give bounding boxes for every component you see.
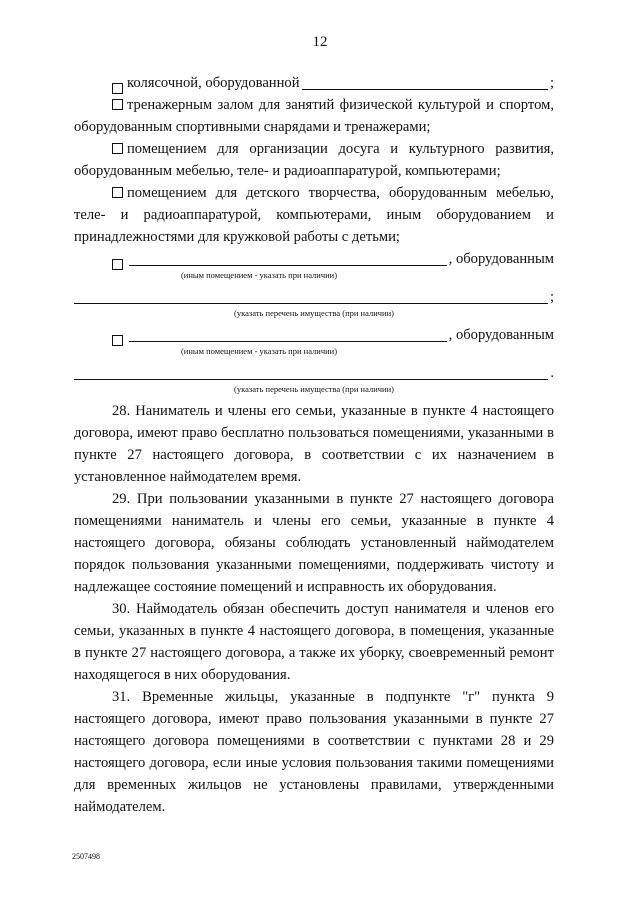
checkbox-other-room-2[interactable]	[112, 335, 123, 346]
page-number: 12	[312, 34, 328, 50]
item-leisure-room	[74, 138, 554, 182]
item-wheelchair-room-label: колясочной, оборудованной	[127, 75, 300, 91]
fill-in-line[interactable]	[302, 73, 548, 90]
paragraph-29: 29. При пользовании указанными в пункте 27 настоящего договора помещениями наниматель и члены его семьи, указанные в пункте 4 настоящего договора, обязаны соблюдать установленный наймодателем порядок пользования указанными помещениями, поддерживать чистоту и надлежащее состояние помещений и исправность их оборудования.	[74, 491, 554, 595]
checkbox-kids-room[interactable]	[112, 187, 123, 198]
checkbox-other-room-1[interactable]	[112, 259, 123, 270]
item-gym-label: тренажерным залом для занятий физической культурой и спортом, оборудованным спортивными снарядами и тренажерами;	[74, 97, 554, 135]
item-leisure-room-label: помещением для организации досуга и культурного развития, оборудованным мебелью, теле- и радиоаппаратурой, компьютерами;	[74, 141, 554, 179]
checkbox-wheelchair-room[interactable]	[112, 83, 123, 94]
paragraph-30: 30. Наймодатель обязан обеспечить доступ нанимателя и членов его семьи, указанных в пункте 4 настоящего договора, в помещения, указанные в пункте 27 настоящего договора, а также их уборку, своевременный ремонт находящегося в них оборудования.	[74, 601, 554, 683]
property-list-1: ;	[74, 286, 554, 308]
property-list-2-caption: (указать перечень имущества (при наличии)	[234, 384, 394, 394]
other-room-2-caption: (иным помещением - указать при наличии)	[180, 346, 338, 356]
other-room-2-input-line[interactable]	[129, 325, 447, 342]
paragraph-31: 31. Временные жильцы, указанные в подпункте "г" пункта 9 настоящего договора, имеют право пользования указанными в пункте 27 настоящего договора помещениями в соответствии с пунктами 28 и 29 настоящего договора, если иные условия пользования такими помещениями для временных жильцов не установлены правилами, утвержденными наймодателем.	[74, 689, 554, 815]
item-other-room-2: , оборудованным	[74, 324, 554, 346]
other-room-1-caption: (иным помещением - указать при наличии)	[180, 270, 338, 280]
paragraph-28: 28. Наниматель и члены его семьи, указанные в пункте 4 настоящего договора, имеют право бесплатно пользоваться помещениями, указанными в пункте 27 настоящего договора, в соответствии с их назначением в установленное наймодателем время.	[74, 403, 554, 485]
item-kids-room	[74, 182, 554, 248]
property-list-1-input-line[interactable]	[74, 287, 548, 304]
document-code: 2507498	[72, 852, 100, 861]
checkbox-leisure-room[interactable]	[112, 143, 123, 154]
other-room-1-input-line[interactable]	[129, 249, 447, 266]
property-list-2: .	[74, 362, 554, 384]
item-other-room-1: , оборудованным	[74, 248, 554, 270]
item-kids-room-label: помещением для детского творчества, оборудованным мебелью, теле- и радиоаппаратурой, компьютерами, иным оборудованием и принадлежностями для кружковой работы с детьми;	[74, 185, 554, 245]
document-body	[74, 72, 554, 818]
item-gym	[74, 94, 554, 138]
property-list-1-caption: (указать перечень имущества (при наличии)	[234, 308, 394, 318]
property-list-2-input-line[interactable]	[74, 363, 548, 380]
item-wheelchair-room: колясочной, оборудованной ;	[74, 72, 554, 94]
checkbox-gym[interactable]	[112, 99, 123, 110]
